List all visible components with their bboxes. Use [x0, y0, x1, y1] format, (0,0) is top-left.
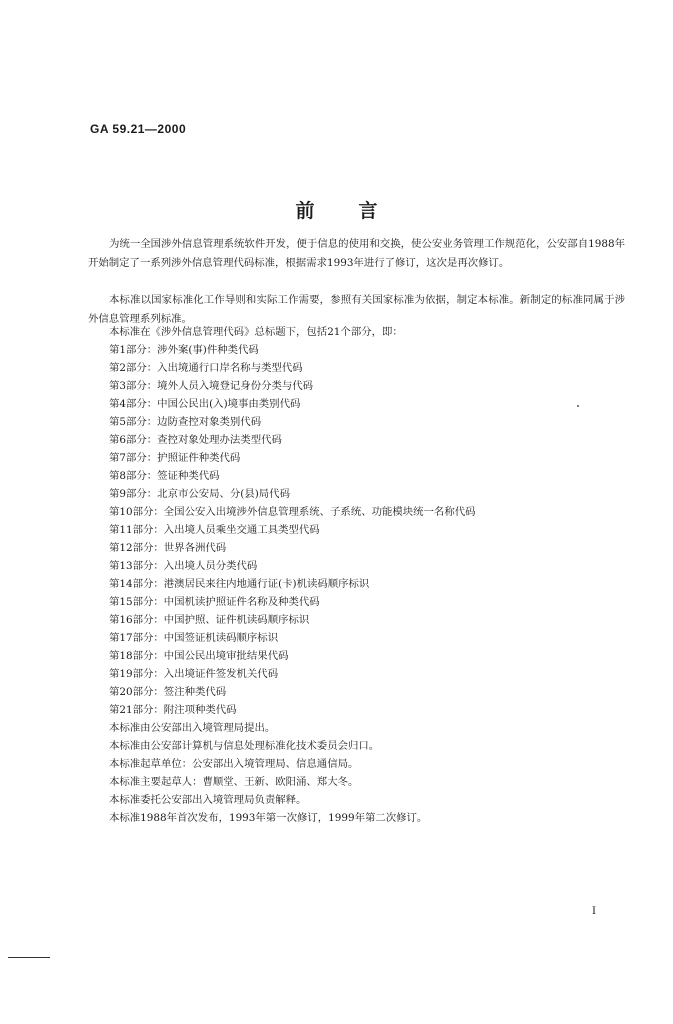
closing-line: 本标准由公安部计算机与信息处理标准化技术委员会归口。 — [109, 740, 380, 752]
part-item: 第10部分：全国公安入出境涉外信息管理系统、子系统、功能模块统一名称代码 — [109, 506, 476, 518]
part-item: 第3部分：境外人员入境登记身份分类与代码 — [109, 380, 314, 392]
part-item: 第8部分：签证种类代码 — [109, 470, 220, 482]
part-item: 第21部分：附注项种类代码 — [109, 704, 237, 716]
title-char-1: 前 — [295, 200, 315, 222]
intro-paragraph: 为统一全国涉外信息管理系统软件开发，便于信息的使用和交换，使公安业务管理工作规范化，公安部自1988年开始制定了一系列涉外信息管理代码标准，根据需求1993年进行了修订，这次是再次修订。 — [88, 238, 625, 269]
part-item: 第11部分：入出境人员乘坐交通工具类型代码 — [109, 524, 320, 536]
part-item: 第18部分：中国公民出境审批结果代码 — [109, 650, 289, 662]
footer-rule — [8, 957, 50, 958]
part-item: 第7部分：护照证件种类代码 — [109, 452, 241, 464]
closing-line: 本标准主要起草人：曹顺堂、王新、欧阳涌、郑大冬。 — [109, 776, 359, 788]
part-item: 第4部分：中国公民出(入)境事由类别代码 — [109, 398, 301, 410]
series-intro: 本标准在《涉外信息管理代码》总标题下，包括21个部分，即： — [109, 326, 403, 338]
page-title — [0, 196, 673, 223]
part-item: 第15部分：中国机读护照证件名称及种类代码 — [109, 596, 320, 608]
part-item: 第20部分：签注种类代码 — [109, 686, 227, 698]
part-item: 第1部分：涉外案(事)件种类代码 — [109, 344, 259, 356]
part-item: 第6部分：查控对象处理办法类型代码 — [109, 434, 282, 446]
part-item: 第2部分：入出境通行口岸名称与类型代码 — [109, 362, 303, 374]
page-number: I — [592, 906, 596, 917]
closing-line: 本标准1988年首次发布，1993年第一次修订，1999年第二次修订。 — [109, 812, 428, 824]
scan-speck — [577, 405, 579, 407]
part-item: 第9部分：北京市公安局、分(县)局代码 — [109, 488, 290, 500]
closing-line: 本标准委托公安部出入境管理局负责解释。 — [109, 794, 307, 806]
document-code: GA 59.21—2000 — [90, 122, 187, 136]
title-char-2: 言 — [358, 200, 378, 222]
part-item: 第19部分：入出境证件签发机关代码 — [109, 668, 279, 680]
part-item: 第14部分：港澳居民来往内地通行证(卡)机读码顺序标识 — [109, 578, 370, 590]
part-item: 第16部分：中国护照、证件机读码顺序标识 — [109, 614, 310, 626]
closing-line: 本标准由公安部出入境管理局提出。 — [109, 722, 276, 734]
part-item: 第12部分：世界各洲代码 — [109, 542, 227, 554]
part-item: 第13部分：入出境人员分类代码 — [109, 560, 258, 572]
part-item: 第17部分：中国签证机读码顺序标识 — [109, 632, 279, 644]
standard-basis-paragraph: 本标准以国家标准化工作导则和实际工作需要，参照有关国家标准为依据，制定本标准。新制定的标准同属于涉外信息管理系列标准。 — [88, 294, 625, 325]
closing-line: 本标准起草单位：公安部出入境管理局、信息通信局。 — [109, 758, 359, 770]
part-item: 第5部分：边防查控对象类别代码 — [109, 416, 262, 428]
